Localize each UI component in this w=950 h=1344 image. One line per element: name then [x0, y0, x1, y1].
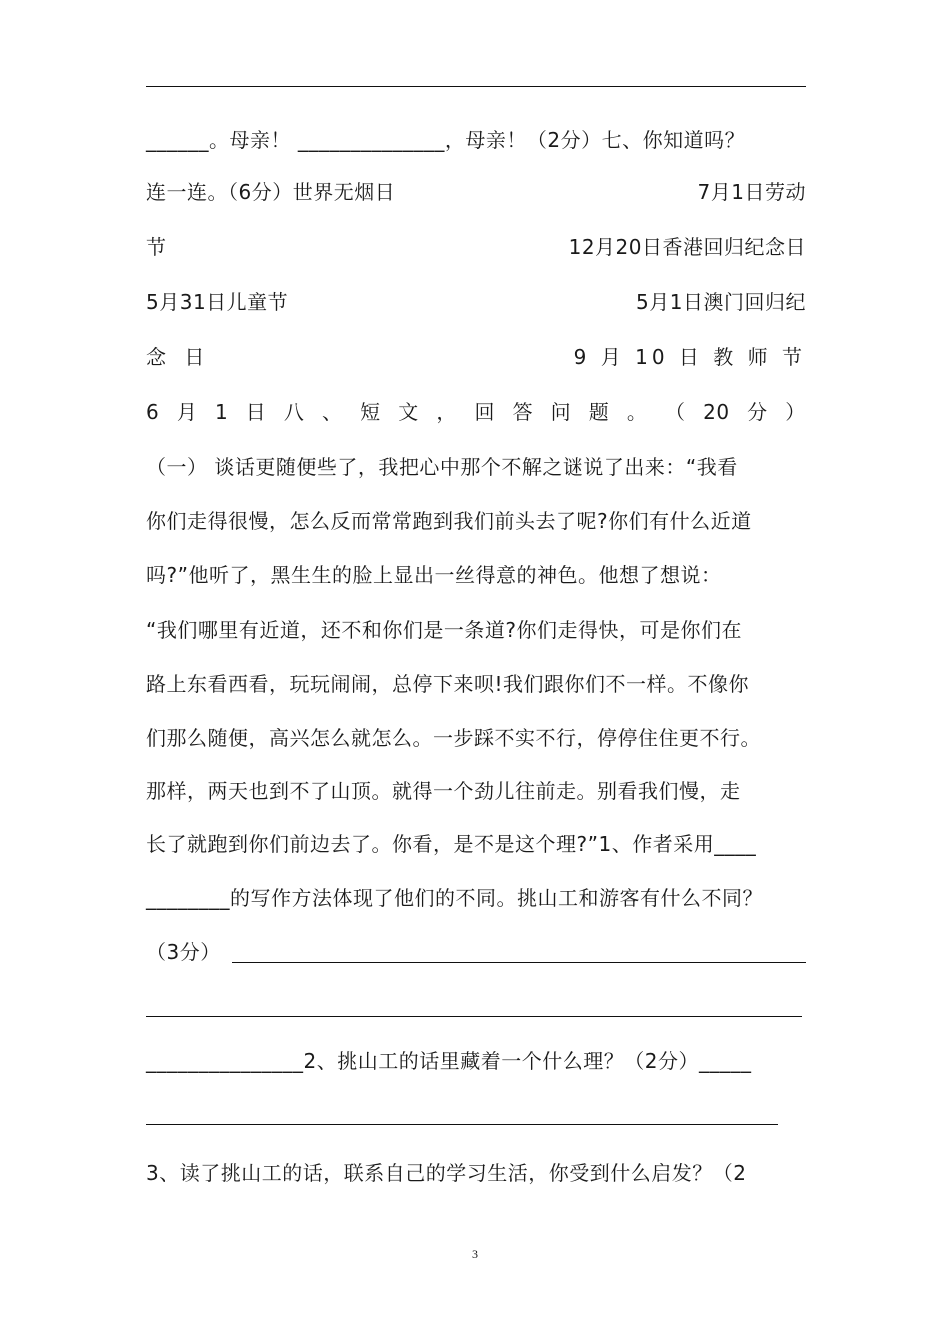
score-label: （3分） — [146, 940, 221, 964]
text-line-16 — [146, 934, 806, 970]
text-line-6 — [146, 394, 806, 430]
text-line-6-token: 日 — [245, 400, 267, 424]
text-line-3-left: 节 — [146, 235, 167, 259]
text-line-6-token: 回 — [474, 400, 495, 424]
text-line-3 — [146, 229, 806, 265]
text-line-9: 吗?”他听了，黑生生的脸上显出一丝得意的神色。他想了想说： — [146, 563, 722, 587]
text-line-6-token: 、 — [322, 400, 343, 424]
text-line-5-left: 念 日 — [146, 345, 211, 369]
text-line-18: _______________2、挑山工的话里藏着一个什么理？（2分）_____ — [146, 1049, 752, 1073]
text-line-3-right: 12月20日香港回归纪念日 — [568, 235, 806, 259]
text-line-6-token: 。 — [626, 400, 648, 424]
text-line-6-token: 答 — [512, 400, 534, 424]
text-line-5 — [146, 339, 806, 375]
answer-line — [146, 1016, 802, 1017]
text-line-4-left: 5月31日儿童节 — [146, 290, 289, 314]
text-line-6-token: ） — [785, 400, 806, 424]
text-line-15: ________的写作方法体现了他们的不同。挑山工和游客有什么不同？ — [146, 886, 763, 910]
text-line-6-token: 问 — [550, 400, 572, 424]
text-line-10: “我们哪里有近道，还不和你们是一条道?你们走得快，可是你们在 — [146, 618, 742, 642]
page-number: 3 — [472, 1247, 478, 1261]
text-line-4 — [146, 284, 806, 320]
text-line-14: 长了就跑到你们前边去了。你看，是不是这个理?”1、作者采用____ — [146, 832, 757, 856]
text-line-6-token: 八 — [283, 400, 305, 424]
text-line-12: 们那么随便，高兴怎么就怎么。一步踩不实不行，停停住住更不行。 — [146, 726, 761, 750]
text-line-4-right: 5月1日澳门回归纪 — [636, 290, 806, 314]
text-line-6-token: 月 — [176, 400, 198, 424]
text-line-6-token: 文 — [398, 400, 419, 424]
answer-line — [232, 962, 806, 963]
text-line-8: 你们走得很慢，怎么反而常常跑到我们前头去了呢?你们有什么近道 — [146, 509, 752, 533]
text-line-5-right: 9 月 10 日 教 师 节 — [573, 345, 806, 369]
text-line-2-left: 连一连。（6分）世界无烟日 — [146, 180, 396, 204]
text-line-6-token: 1 — [214, 400, 229, 424]
text-line-6-token: 短 — [360, 400, 381, 424]
text-line-2 — [146, 174, 806, 210]
text-line-7: （一） 谈话更随便些了，我把心中那个不解之谜说了出来：“我看 — [146, 455, 738, 479]
text-line-6-token: 分 — [747, 400, 768, 424]
text-line-6-token: （ — [665, 400, 686, 424]
text-line-2-right: 7月1日劳动 — [697, 180, 806, 204]
text-line-11: 路上东看西看，玩玩闹闹，总停下来呗!我们跟你们不一样。不像你 — [146, 672, 750, 696]
text-line-6-token: ， — [436, 400, 457, 424]
text-line-6-token: 6 — [146, 400, 160, 424]
text-line-6-token: 题 — [588, 400, 610, 424]
text-line-13: 那样，两天也到不了山顶。就得一个劲儿往前走。别看我们慢，走 — [146, 779, 741, 803]
text-line-6-token: 20 — [703, 400, 730, 424]
answer-line — [146, 1124, 778, 1125]
text-line-20: 3、读了挑山工的话，联系自己的学习生活，你受到什么启发？（2 — [146, 1161, 747, 1185]
top-rule — [146, 86, 806, 87]
text-line-1: ______。母亲！ ______________，母亲！（2分）七、你知道吗？ — [146, 128, 746, 152]
